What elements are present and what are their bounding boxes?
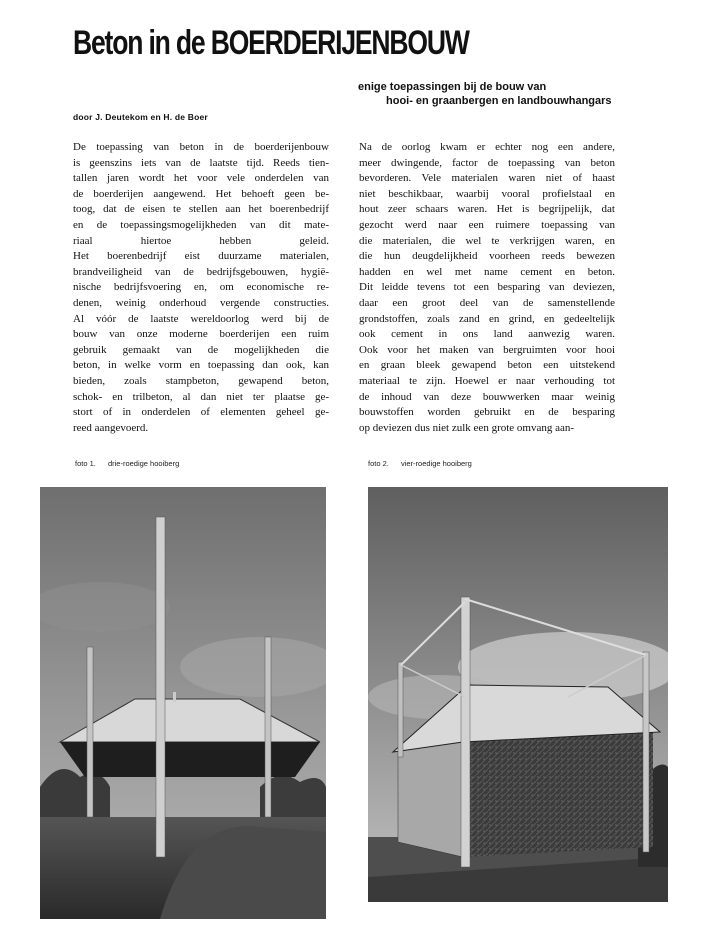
- figure-caption-text: drie-roedige hooiberg: [107, 459, 180, 468]
- body-text-line: denen, weinig onderhoud vergende constructies.: [73, 296, 329, 309]
- photo-four-pole-haybarn-illustration: [368, 487, 668, 902]
- photo-four-pole-haybarn: [368, 487, 668, 902]
- body-text-line: die hun deugdelijkheid voorheen reeds bewezen: [359, 250, 615, 263]
- author-byline: door J. Deutekom en H. de Boer: [73, 112, 208, 122]
- body-text-line: de inhoud van deze bouwwerken maar weinig: [359, 390, 615, 403]
- body-text-line: riaal hiertoe hebben geleid.: [73, 234, 329, 247]
- body-text-line: nische bedrijfsvoering en, om economische re-: [73, 281, 329, 294]
- photo-three-pole-haybarn-illustration: [40, 487, 326, 919]
- body-text-line: bouw van onze moderne boerderijen een ruim: [73, 328, 329, 341]
- body-text-line: Ook voor het maken van bergruimten voor hooi: [359, 343, 615, 356]
- figure-caption-text: vier-roedige hooiberg: [400, 459, 472, 468]
- body-text-line: tallen jaren wordt het voor vele onderdelen van: [73, 172, 329, 185]
- body-text-line: hadden en wel met name cement en beton.: [359, 265, 615, 278]
- body-text-line: materiaal te zijn. Hoewel er naar verhouding tot: [359, 374, 615, 387]
- body-text-line: en graan bleek gewapend beton een uitstekend: [359, 359, 615, 372]
- body-text-line: de boerderijen aangewend. Het behoeft geen be-: [73, 187, 329, 200]
- body-text-line: bevorderen. Vele materialen waren niet of haast: [359, 172, 615, 185]
- body-text-line: en de toepassingsmogelijkheden van dit mate-: [73, 218, 329, 231]
- body-text-line: gebruik gemaakt van de mogelijkheden die: [73, 343, 329, 356]
- body-text-line: hout zeer schaars waren. Het is begrijpelijk, dat: [359, 203, 615, 216]
- figure-caption-1: [75, 459, 179, 468]
- figure-caption-2: [368, 459, 472, 468]
- body-text-line: reed aangevoerd.: [73, 421, 149, 434]
- body-text-line: die materialen, die wel te verkrijgen waren, en: [359, 234, 615, 247]
- body-text-line: De toepassing van beton in de boerderijenbouw: [73, 141, 329, 153]
- subtitle-line-2: hooi- en graanbergen en landbouwhangars: [386, 95, 612, 107]
- body-text-line: ook cement in ons land aanwezig waren.: [359, 328, 615, 341]
- body-text-line: schok- en trilbeton, al dan niet ter plaatse ge-: [73, 390, 329, 403]
- body-text-line: toog, dat de eisen te stellen aan het boerenbedrijf: [73, 203, 329, 216]
- article-title: Beton in de BOERDERIJENBOUW: [73, 24, 469, 62]
- body-text-line: brandveiligheid van de bedrijfsgebouwen, hygië-: [73, 265, 329, 278]
- body-text-line: Dit leidde tevens tot een besparing van deviezen,: [359, 281, 615, 294]
- body-column-right: [359, 140, 615, 436]
- figure-number: foto 1.: [75, 459, 96, 468]
- body-text-line: stort of in onderdelen of elementen geheel ge-: [73, 406, 329, 419]
- article-subtitle: [358, 80, 618, 108]
- body-text-line: gezocht werd naar een ruimere toepassing van: [359, 218, 615, 231]
- subtitle-line-1: enige toepassingen bij de bouw van: [358, 81, 547, 93]
- body-text-line: niet beschikbaar, waarbij vooral profielstaal en: [359, 187, 615, 200]
- body-text-line: Al vóór de laatste wereldoorlog werd bij de: [73, 312, 329, 325]
- body-text-line: daar een groot deel van de samenstellende: [359, 296, 615, 309]
- body-text-line: op deviezen dus niet zulk een grote omvang aan-: [359, 421, 575, 434]
- body-text-line: Na de oorlog kwam er echter nog een andere,: [359, 141, 615, 153]
- photo-three-pole-haybarn: [40, 487, 326, 919]
- body-text-line: bieden, zoals stampbeton, gewapend beton,: [73, 374, 329, 387]
- body-text-line: bouwstoffen worden gebruikt en de besparing: [359, 406, 615, 419]
- body-column-left: [73, 140, 329, 436]
- body-text-line: beton, in welke vorm en toepassing dan ook, kan: [73, 359, 329, 372]
- figure-number: foto 2.: [368, 459, 389, 468]
- body-text-line: Het boerenbedrijf eist duurzame materialen,: [73, 250, 329, 263]
- body-text-line: is geenszins iets van de laatste tijd. Reeds tien-: [73, 156, 329, 169]
- body-text-line: grondstoffen, zoals zand en grind, en gedeeltelijk: [359, 312, 615, 325]
- body-text-line: meer dwingende, factor de toepassing van beton: [359, 156, 615, 169]
